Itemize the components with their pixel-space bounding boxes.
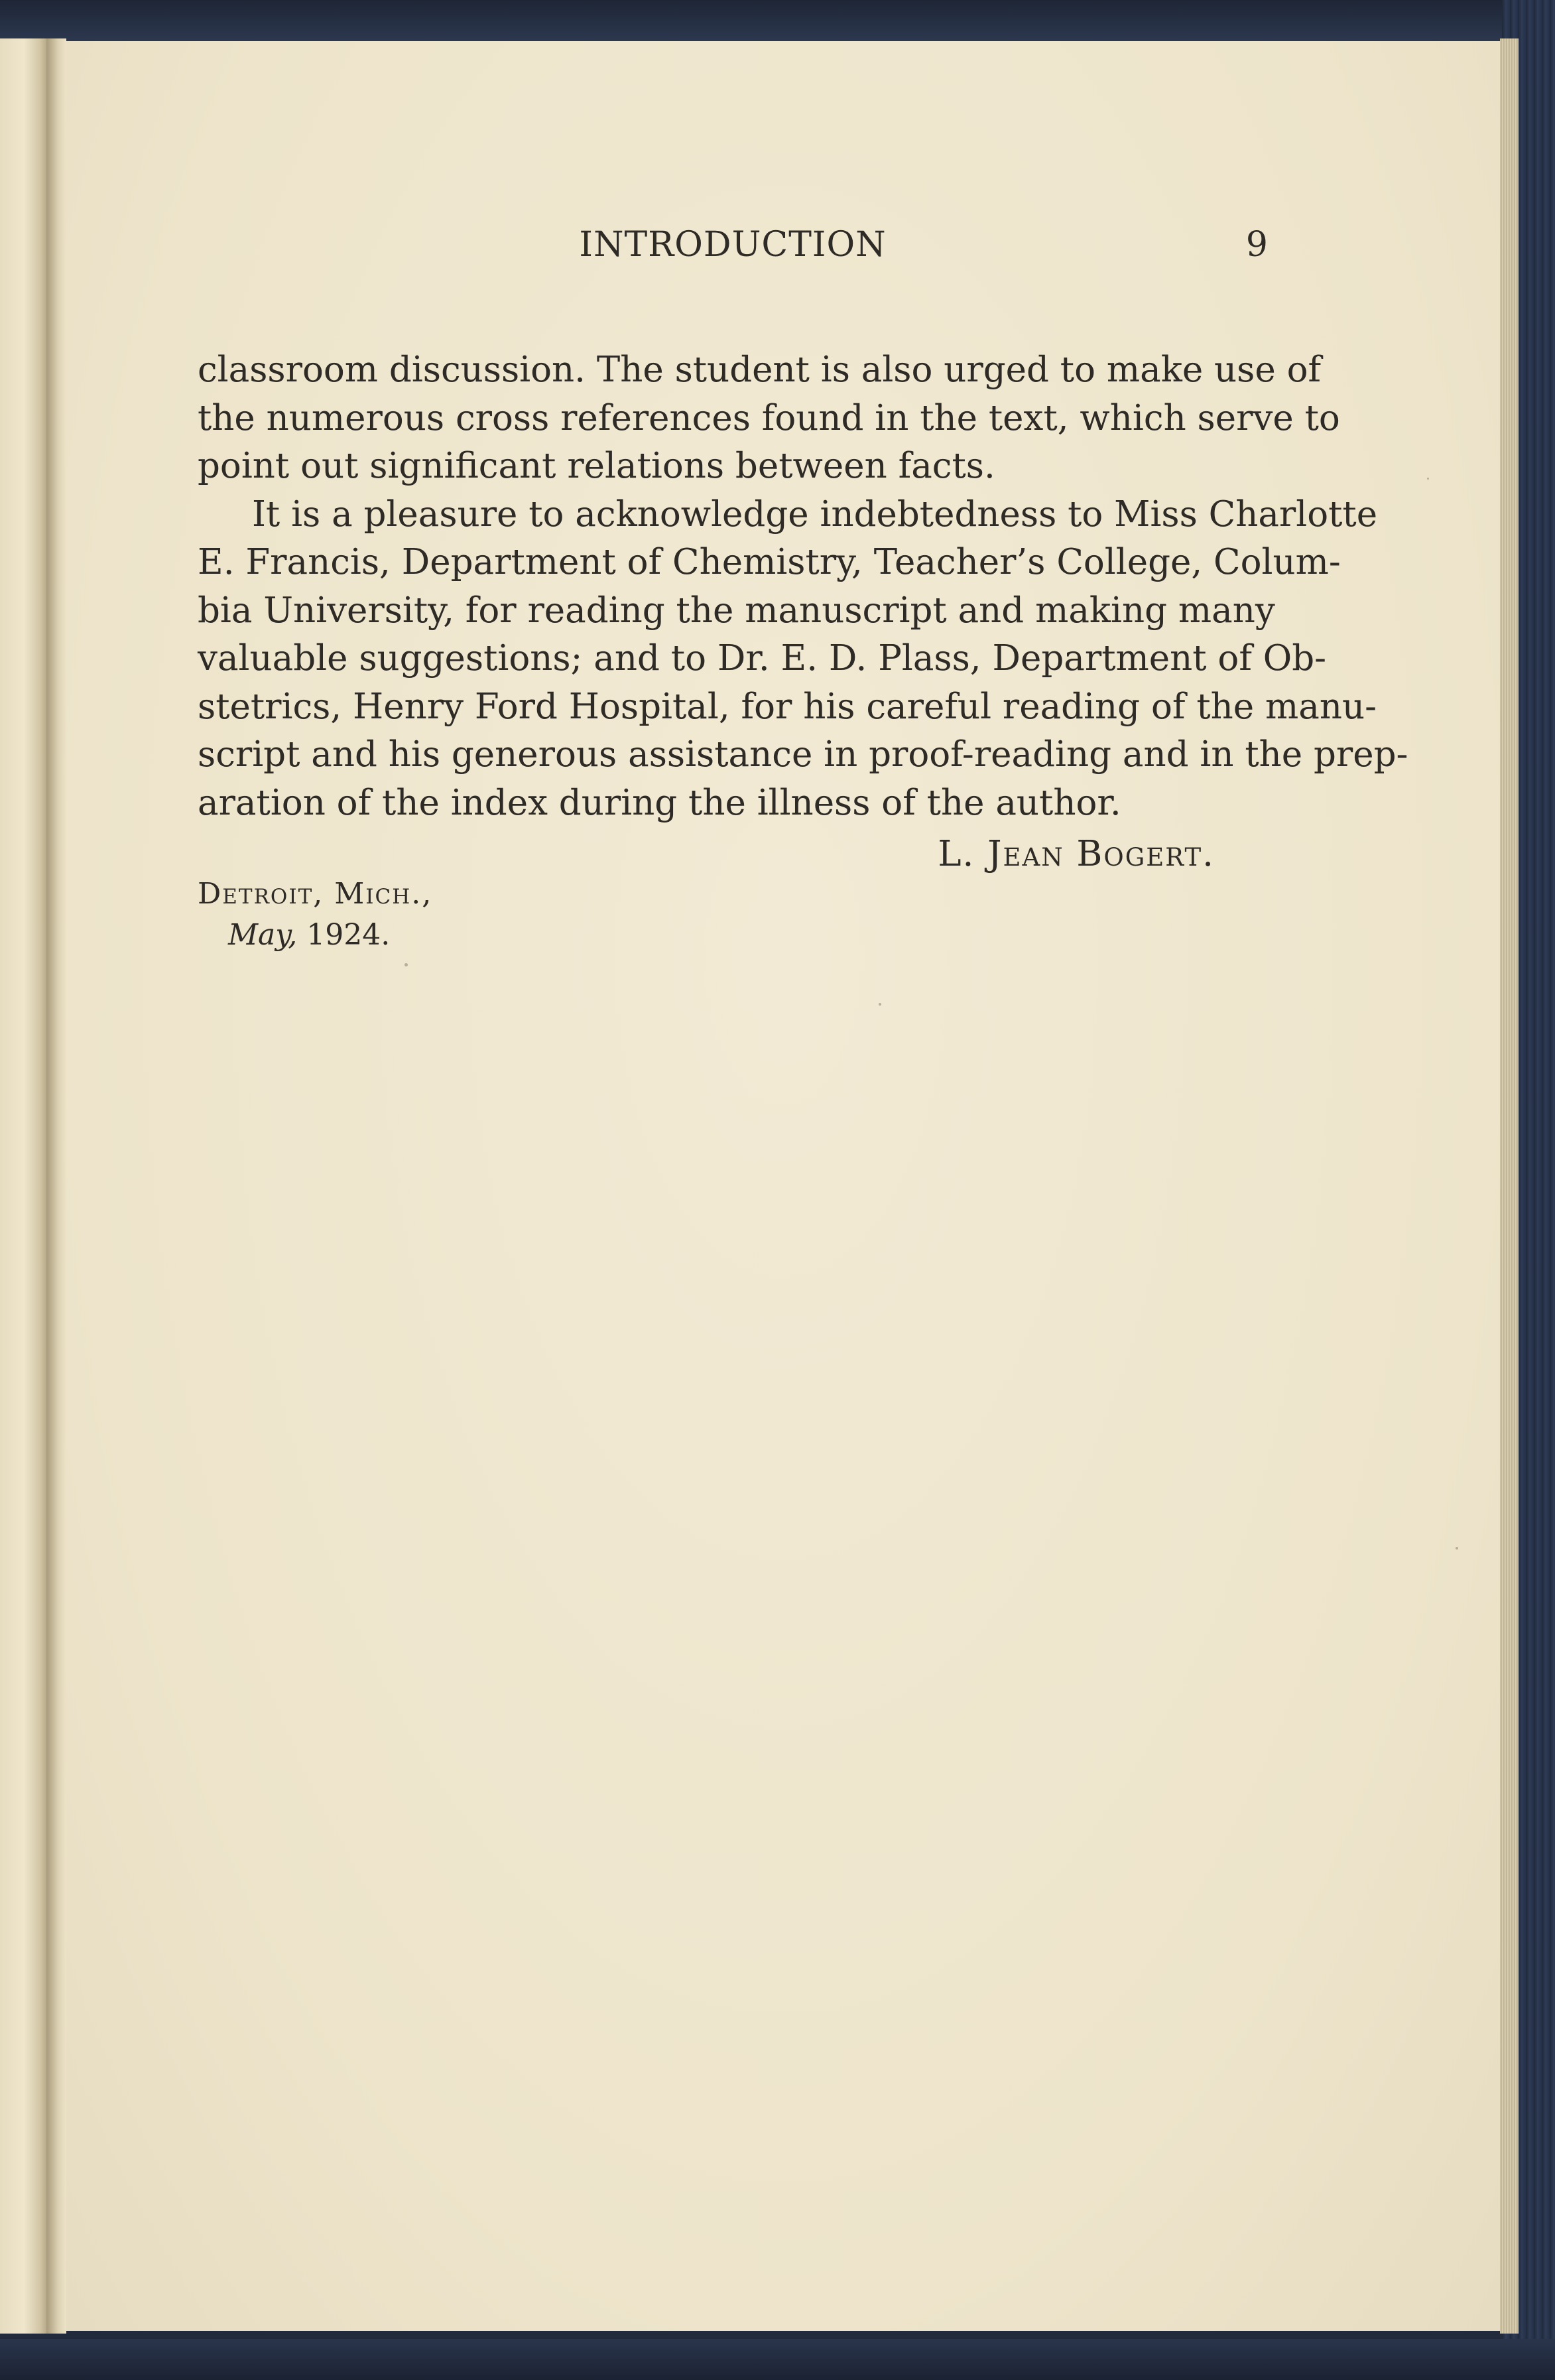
book-binding-bottom: [0, 2339, 1555, 2380]
text-line: bia University, for reading the manuscript and making many: [198, 590, 1275, 631]
text-line: classroom discussion. The student is also urged to make use of: [198, 350, 1322, 390]
facing-page-edge: [0, 38, 46, 2334]
page-gutter: [46, 38, 66, 2334]
page-block-edges: [1500, 38, 1519, 2334]
date-month: May,: [228, 918, 298, 952]
text-line: stetrics, Henry Ford Hospital, for his careful reading of the manu-: [198, 686, 1377, 727]
paper-speck: [879, 1003, 881, 1006]
body-text: [198, 346, 1408, 827]
place-and-date: [198, 874, 432, 956]
paper-speck: [404, 963, 408, 966]
paragraph-1: [198, 346, 1340, 491]
text-line: aration of the index during the illness of the author.: [198, 782, 1121, 823]
date-line: [198, 915, 432, 956]
text-line: valuable suggestions; and to Dr. E. D. Plass, Department of Ob-: [198, 638, 1327, 679]
place-line: Detroit, Mich.,: [198, 877, 433, 911]
running-head: [198, 222, 1268, 268]
text-line: E. Francis, Department of Chemistry, Teacher’s College, Colum-: [198, 542, 1341, 582]
book-page: [66, 41, 1500, 2331]
paper-speck: [1427, 478, 1429, 480]
book-binding-top: [0, 0, 1555, 46]
text-line: the numerous cross references found in the text, which serve to: [198, 397, 1340, 438]
text-line: It is a pleasure to acknowledge indebtedness to Miss Charlotte: [252, 494, 1378, 535]
text-line: point out significant relations between facts.: [198, 446, 995, 486]
paper-speck: [1456, 1547, 1458, 1550]
date-year: 1924.: [306, 918, 391, 952]
paragraph-2: [198, 491, 1408, 828]
running-head-title: INTRODUCTION: [579, 225, 887, 265]
page-number: 9: [1245, 225, 1268, 265]
author-signature: L. Jean Bogert.: [938, 834, 1215, 874]
text-line: script and his generous assistance in proof-reading and in the prep-: [198, 734, 1408, 775]
